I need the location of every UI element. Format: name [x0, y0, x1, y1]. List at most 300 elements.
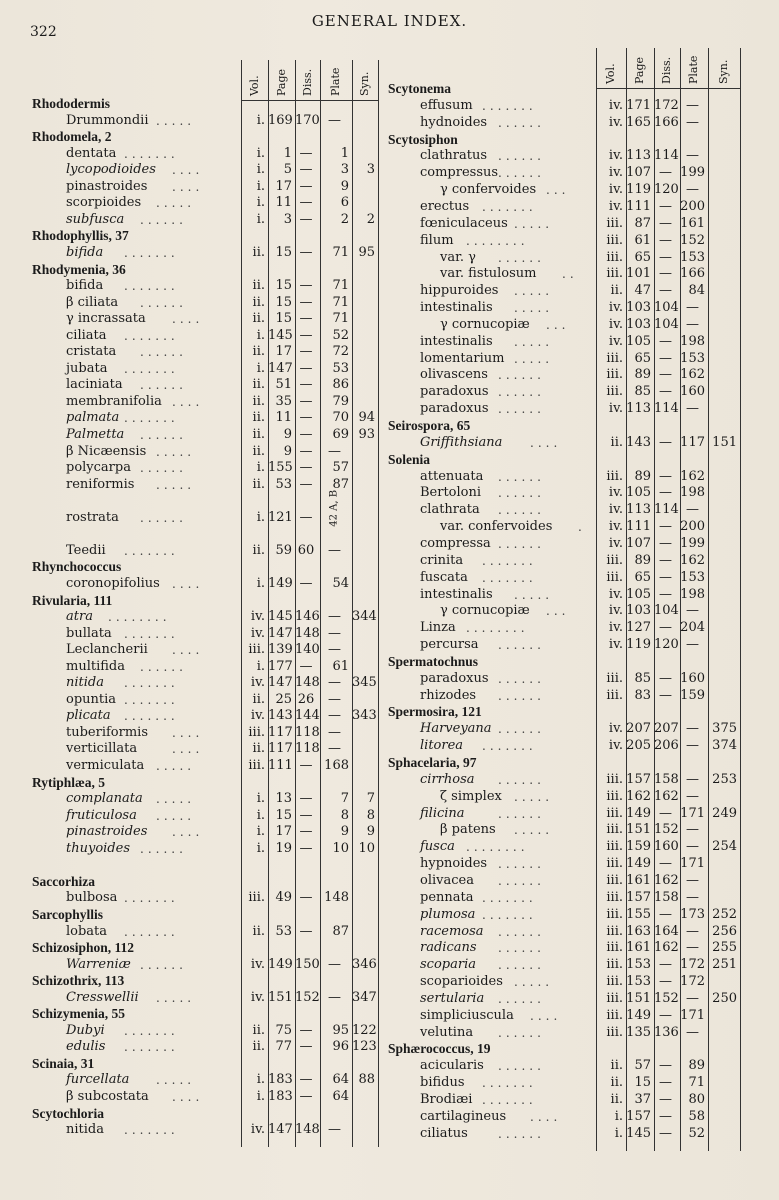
species-name: erectus [420, 198, 470, 214]
page-cell: 89 [634, 367, 651, 383]
diss-cell: — [299, 460, 313, 476]
plate-cell: — [328, 956, 341, 972]
diss-cell: 158 [654, 889, 679, 905]
genus-name: Rhodymenia, 36 [32, 261, 126, 277]
diss-cell: — [659, 670, 672, 686]
dot-leader: ....... [124, 626, 179, 641]
volume-cell: ii. [252, 393, 265, 409]
dot-leader: ... [546, 183, 570, 198]
plate-cell: — [328, 542, 341, 558]
syn-cell: 345 [352, 675, 377, 691]
plate-cell: 153 [680, 350, 705, 366]
diss-cell: — [299, 377, 313, 393]
plate-cell: — [328, 989, 341, 1005]
plate-cell: — [686, 114, 699, 130]
dot-leader: ...... [498, 873, 545, 888]
column-header-diss: Diss. [300, 68, 314, 96]
species-name: scoparia [420, 957, 476, 973]
volume-cell: iv. [250, 675, 265, 691]
volume-cell: iii. [606, 215, 623, 231]
index-entry [0, 704, 779, 721]
column-header-syn: Syn. [717, 59, 730, 84]
species-name: lomentarium [420, 350, 505, 366]
species-name: dentata [66, 145, 117, 161]
index-entry [0, 418, 779, 435]
dot-leader: ...... [498, 368, 545, 383]
volume-cell: ii. [252, 427, 265, 442]
volume-cell: iii. [606, 552, 623, 568]
species-name: β Nicæensis [66, 443, 147, 459]
plate-cell: 160 [680, 384, 705, 400]
plate-cell: 70 [332, 410, 349, 426]
index-entry [0, 1092, 779, 1109]
dot-leader: ....... [482, 1076, 537, 1091]
diss-cell: 114 [654, 401, 679, 417]
syn-cell: 94 [358, 410, 375, 426]
volume-cell: iii. [248, 724, 265, 740]
volume-cell: ii. [610, 1092, 623, 1107]
diss-cell: 60 [297, 542, 315, 558]
dot-leader: ...... [498, 1059, 545, 1074]
diss-cell: — [659, 620, 672, 636]
plate-cell: — [686, 97, 699, 113]
plate-cell: — [328, 741, 341, 757]
volume-cell: ii. [252, 923, 265, 939]
species-name: Dubyi [66, 1022, 105, 1038]
page-cell: 105 [626, 586, 651, 602]
species-name: nitida [66, 1122, 104, 1138]
diss-cell: — [659, 198, 672, 214]
page-cell: 15 [634, 1075, 651, 1091]
diss-cell: 104 [654, 300, 679, 316]
species-name: var. fistulosum [440, 266, 537, 282]
page-cell: 5 [283, 162, 292, 178]
volume-cell: iii. [606, 468, 623, 484]
species-name: filicina [420, 805, 465, 821]
index-entry [0, 637, 779, 654]
plate-cell: 64 [332, 1089, 349, 1104]
diss-cell: 140 [295, 642, 320, 658]
dot-leader: .... [172, 643, 204, 658]
dot-leader: ....... [124, 1040, 179, 1055]
diss-cell: — [659, 1007, 672, 1023]
column-header-page: Page [633, 56, 646, 84]
volume-cell: ii. [252, 278, 265, 294]
genus-name: Scinaia, 31 [32, 1055, 95, 1071]
page-cell: 149 [626, 1007, 651, 1023]
dot-leader: ....... [124, 692, 179, 707]
index-entry [0, 519, 779, 536]
index-entry [0, 1109, 779, 1126]
species-name: paradoxus [420, 384, 489, 400]
dot-leader: ....... [482, 553, 537, 568]
volume-cell: iv. [608, 519, 623, 535]
species-name: scorpioides [66, 195, 142, 211]
dot-leader: ........ [466, 233, 529, 248]
diss-cell: — [299, 824, 313, 840]
volume-cell: iii. [248, 758, 265, 773]
index-entry [0, 755, 779, 772]
species-name: Drummondii [66, 112, 149, 128]
species-name: fruticulosa [66, 807, 137, 823]
page-cell: 15 [275, 311, 292, 327]
page-cell: 17 [275, 178, 292, 194]
plate-cell: — [686, 923, 699, 939]
volume-cell: i. [256, 211, 265, 227]
plate-cell: — [686, 721, 699, 737]
species-name: racemosa [420, 923, 484, 939]
index-entry [0, 806, 779, 823]
diss-cell: — [659, 1108, 672, 1124]
volume-cell: ii. [252, 410, 265, 426]
column-header-vol: Vol. [604, 63, 617, 84]
species-name: polycarpa [66, 460, 131, 476]
dot-leader: ..... [514, 587, 554, 602]
index-entry [0, 974, 779, 991]
species-name: bifida [66, 244, 104, 260]
species-name: atra [66, 609, 93, 625]
dot-leader: ...... [140, 510, 187, 525]
index-entry [0, 1041, 779, 1058]
species-name: crinita [420, 552, 464, 568]
volume-cell: i. [256, 807, 265, 823]
plate-cell: 71 [688, 1075, 705, 1091]
plate-cell: 71 [332, 311, 349, 327]
species-name: Linza [420, 620, 456, 636]
diss-cell: 150 [295, 956, 320, 972]
volume-cell: iv. [608, 316, 623, 332]
page-cell: 105 [626, 333, 651, 349]
dot-leader: ....... [124, 924, 179, 939]
plate-cell: — [686, 603, 699, 619]
plate-cell: 42 A, B [328, 489, 340, 527]
diss-cell: — [659, 165, 672, 181]
dot-leader: ....... [124, 361, 179, 376]
dot-leader: .... [172, 394, 204, 409]
diss-cell: — [659, 1058, 672, 1074]
index-entry [0, 1022, 779, 1042]
species-name: γ confervoides [440, 182, 537, 198]
diss-cell: — [659, 1075, 672, 1091]
plate-cell: 96 [332, 1039, 349, 1055]
page-cell: 51 [275, 377, 292, 393]
plate-cell: — [686, 839, 699, 855]
dot-leader: ........ [108, 610, 171, 625]
plate-cell: 153 [680, 249, 705, 265]
plate-cell: 52 [332, 327, 349, 343]
diss-cell: — [299, 294, 313, 310]
diss-cell: 162 [654, 788, 679, 804]
genus-name: Scytonema [388, 81, 451, 96]
species-name: bulbosa [66, 890, 118, 906]
species-name: multifida [66, 658, 125, 674]
volume-cell: i. [256, 509, 265, 525]
index-entry [0, 81, 779, 98]
dot-leader: ....... [124, 245, 179, 260]
plate-cell: 199 [680, 535, 705, 551]
species-name: reniformis [66, 476, 135, 492]
syn-cell: 251 [712, 957, 737, 973]
plate-cell: 171 [680, 805, 705, 821]
diss-cell: — [659, 1125, 672, 1141]
volume-cell: ii. [252, 344, 265, 360]
species-name: clathratus [420, 148, 488, 164]
column-header-diss: Diss. [660, 56, 673, 84]
species-name: Harveyana [420, 721, 492, 737]
plate-cell: — [328, 112, 341, 128]
diss-cell: 120 [654, 182, 679, 198]
volume-cell: i. [614, 1108, 623, 1124]
page-cell: 9 [283, 427, 292, 442]
index-entry [0, 351, 779, 368]
volume-cell: iii. [606, 822, 623, 838]
volume-cell: iv. [608, 620, 623, 636]
species-name: clathrata [420, 502, 480, 518]
volume-cell: iii. [606, 856, 623, 872]
species-name: pinastroides [66, 178, 148, 194]
page-cell: 205 [626, 738, 651, 754]
diss-cell: 136 [654, 1024, 679, 1040]
page-cell: 207 [626, 721, 651, 737]
diss-cell: 104 [654, 316, 679, 332]
index-entry [0, 334, 779, 351]
species-name: furcellata [66, 1072, 130, 1088]
page-cell: 147 [268, 360, 293, 376]
plate-cell: — [328, 625, 341, 641]
volume-cell: iv. [250, 956, 265, 972]
page-cell: 103 [626, 603, 651, 619]
index-entry [0, 317, 779, 334]
volume-cell: i. [256, 145, 265, 161]
index-entry [0, 98, 779, 115]
plate-cell: 8 [340, 807, 349, 823]
page-cell: 85 [634, 384, 651, 400]
dot-leader: ..... [514, 284, 554, 299]
diss-cell: 152 [654, 822, 679, 838]
species-name: vermiculata [66, 758, 145, 773]
dot-leader: ..... [514, 789, 554, 804]
index-entry [0, 671, 779, 688]
syn-cell: 347 [352, 989, 377, 1005]
plate-cell: 54 [332, 575, 349, 591]
dot-leader: ...... [498, 857, 545, 872]
plate-cell: — [328, 708, 341, 724]
species-name: β patens [440, 822, 496, 838]
page-cell: 145 [268, 327, 293, 343]
dot-leader: ...... [498, 503, 545, 518]
index-entry [0, 165, 779, 182]
plate-cell: — [686, 182, 699, 198]
diss-cell: — [299, 344, 313, 360]
plate-cell: 72 [332, 344, 349, 360]
species-name: sertularia [420, 990, 485, 1006]
species-name: ciliatus [420, 1125, 468, 1141]
plate-cell: 89 [688, 1058, 705, 1074]
dot-leader: ...... [498, 115, 545, 130]
volume-cell: iv. [250, 989, 265, 1005]
plate-cell: — [686, 990, 699, 1006]
diss-cell: — [299, 890, 313, 906]
species-name: laciniata [66, 377, 123, 393]
species-name: effusum [420, 97, 473, 113]
page-cell: 155 [268, 460, 293, 476]
diss-cell: — [659, 805, 672, 821]
diss-cell: — [299, 1022, 313, 1038]
diss-cell: 144 [295, 708, 320, 724]
volume-cell: i. [256, 1089, 265, 1104]
plate-cell: 171 [680, 856, 705, 872]
species-name: rostrata [66, 509, 119, 525]
diss-cell: — [299, 807, 313, 823]
page-cell: 145 [268, 609, 293, 625]
diss-cell: — [659, 434, 672, 450]
dot-leader: ...... [140, 461, 187, 476]
diss-cell: — [299, 393, 313, 409]
plate-cell: 61 [332, 658, 349, 674]
genus-name: Rhododermis [32, 96, 111, 111]
page-cell: 135 [626, 1024, 651, 1040]
species-name: plumosa [420, 906, 476, 922]
index-entry [0, 266, 779, 283]
diss-cell: 114 [654, 502, 679, 518]
species-name: velutina [420, 1024, 474, 1040]
dot-leader: ...... [140, 345, 187, 360]
page-cell: 183 [268, 1072, 293, 1088]
diss-cell: 162 [654, 872, 679, 888]
dot-leader: ... [546, 317, 570, 332]
index-entry [0, 145, 779, 165]
page-cell: 153 [626, 974, 651, 990]
diss-cell: — [659, 569, 672, 585]
diss-cell: — [659, 1092, 672, 1107]
diss-cell: — [299, 195, 313, 211]
volume-cell: iv. [608, 586, 623, 602]
dot-leader: ... [546, 604, 570, 619]
plate-cell: 200 [680, 519, 705, 535]
index-entry [0, 401, 779, 418]
page-cell: 171 [626, 97, 651, 113]
volume-cell: ii. [252, 1039, 265, 1055]
dot-leader: .... [172, 725, 204, 740]
volume-cell: iii. [606, 788, 623, 804]
volume-cell: ii. [610, 1058, 623, 1074]
diss-cell: — [659, 552, 672, 568]
syn-cell: 255 [712, 940, 737, 956]
page-cell: 87 [634, 215, 651, 231]
species-name: hippuroides [420, 283, 499, 299]
page-cell: 151 [626, 990, 651, 1006]
diss-cell: 162 [654, 940, 679, 956]
page-cell: 59 [275, 542, 292, 558]
page-cell: 119 [626, 182, 651, 198]
species-name: bullata [66, 625, 112, 641]
volume-cell: iii. [606, 805, 623, 821]
species-name: membranifolia [66, 393, 162, 409]
index-entry [0, 940, 779, 957]
species-name: palmata [66, 410, 120, 426]
page-cell: 17 [275, 344, 292, 360]
diss-cell: — [659, 856, 672, 872]
species-name: filum [420, 232, 454, 248]
page-cell: 1 [283, 145, 292, 161]
plate-cell: — [686, 502, 699, 518]
index-entry [0, 738, 779, 755]
species-name: tuberiformis [66, 724, 148, 740]
species-name: hypnoides [420, 856, 488, 872]
dot-leader: ..... [156, 792, 196, 807]
page-cell: 103 [626, 300, 651, 316]
volume-cell: iv. [608, 182, 623, 198]
genus-name: Spermosira, 121 [388, 704, 482, 720]
page-cell: 85 [634, 670, 651, 686]
diss-cell: 146 [295, 609, 320, 625]
page-cell: 117 [268, 724, 293, 740]
dot-leader: ..... [156, 990, 196, 1005]
index-entry [0, 132, 779, 149]
species-name: subfusca [66, 211, 125, 227]
index-entry [0, 283, 779, 300]
diss-cell: — [659, 249, 672, 265]
dot-leader: .... [172, 312, 204, 327]
species-name: coronopifolius [66, 575, 160, 591]
species-name: scoparioides [420, 974, 503, 990]
dot-leader: ....... [124, 676, 179, 691]
diss-cell: 118 [295, 724, 320, 740]
diss-cell: — [659, 215, 672, 231]
index-entry [0, 182, 779, 199]
dot-leader: ...... [498, 806, 545, 821]
plate-cell: — [686, 788, 699, 804]
volume-cell: iii. [606, 266, 623, 282]
page-cell: 147 [268, 625, 293, 641]
plate-cell: 69 [332, 427, 349, 442]
volume-cell: iv. [608, 485, 623, 501]
diss-cell: 152 [295, 989, 320, 1005]
plate-cell: 117 [680, 434, 705, 450]
dot-leader: ...... [140, 378, 187, 393]
volume-cell: iii. [606, 670, 623, 686]
dot-leader: ...... [498, 722, 545, 737]
plate-cell: 84 [688, 283, 705, 299]
dot-leader: ...... [140, 295, 187, 310]
syn-cell: 3 [366, 162, 375, 178]
species-name: Cresswellii [66, 989, 139, 1005]
dot-leader: ..... [514, 823, 554, 838]
index-entry [0, 1075, 779, 1092]
diss-cell: — [659, 384, 672, 400]
dot-leader: ...... [498, 250, 545, 265]
species-name: var. confervoides [440, 519, 553, 535]
species-name: rhizodes [420, 687, 477, 703]
diss-cell: 158 [654, 771, 679, 787]
plate-cell: — [686, 889, 699, 905]
species-name: opuntia [66, 691, 117, 707]
volume-cell: i. [256, 360, 265, 376]
page-cell: 83 [634, 687, 651, 703]
diss-cell: — [299, 1089, 313, 1104]
dot-leader: ...... [498, 536, 545, 551]
diss-cell: 206 [654, 738, 679, 754]
diss-cell: — [659, 586, 672, 602]
volume-cell: iv. [608, 198, 623, 214]
syn-cell: 122 [352, 1022, 377, 1038]
index-entry [0, 924, 779, 941]
volume-cell: iii. [606, 839, 623, 855]
index-entry [0, 873, 779, 890]
page-cell: 113 [626, 502, 651, 518]
diss-cell: — [299, 162, 313, 178]
page-cell: 15 [275, 807, 292, 823]
